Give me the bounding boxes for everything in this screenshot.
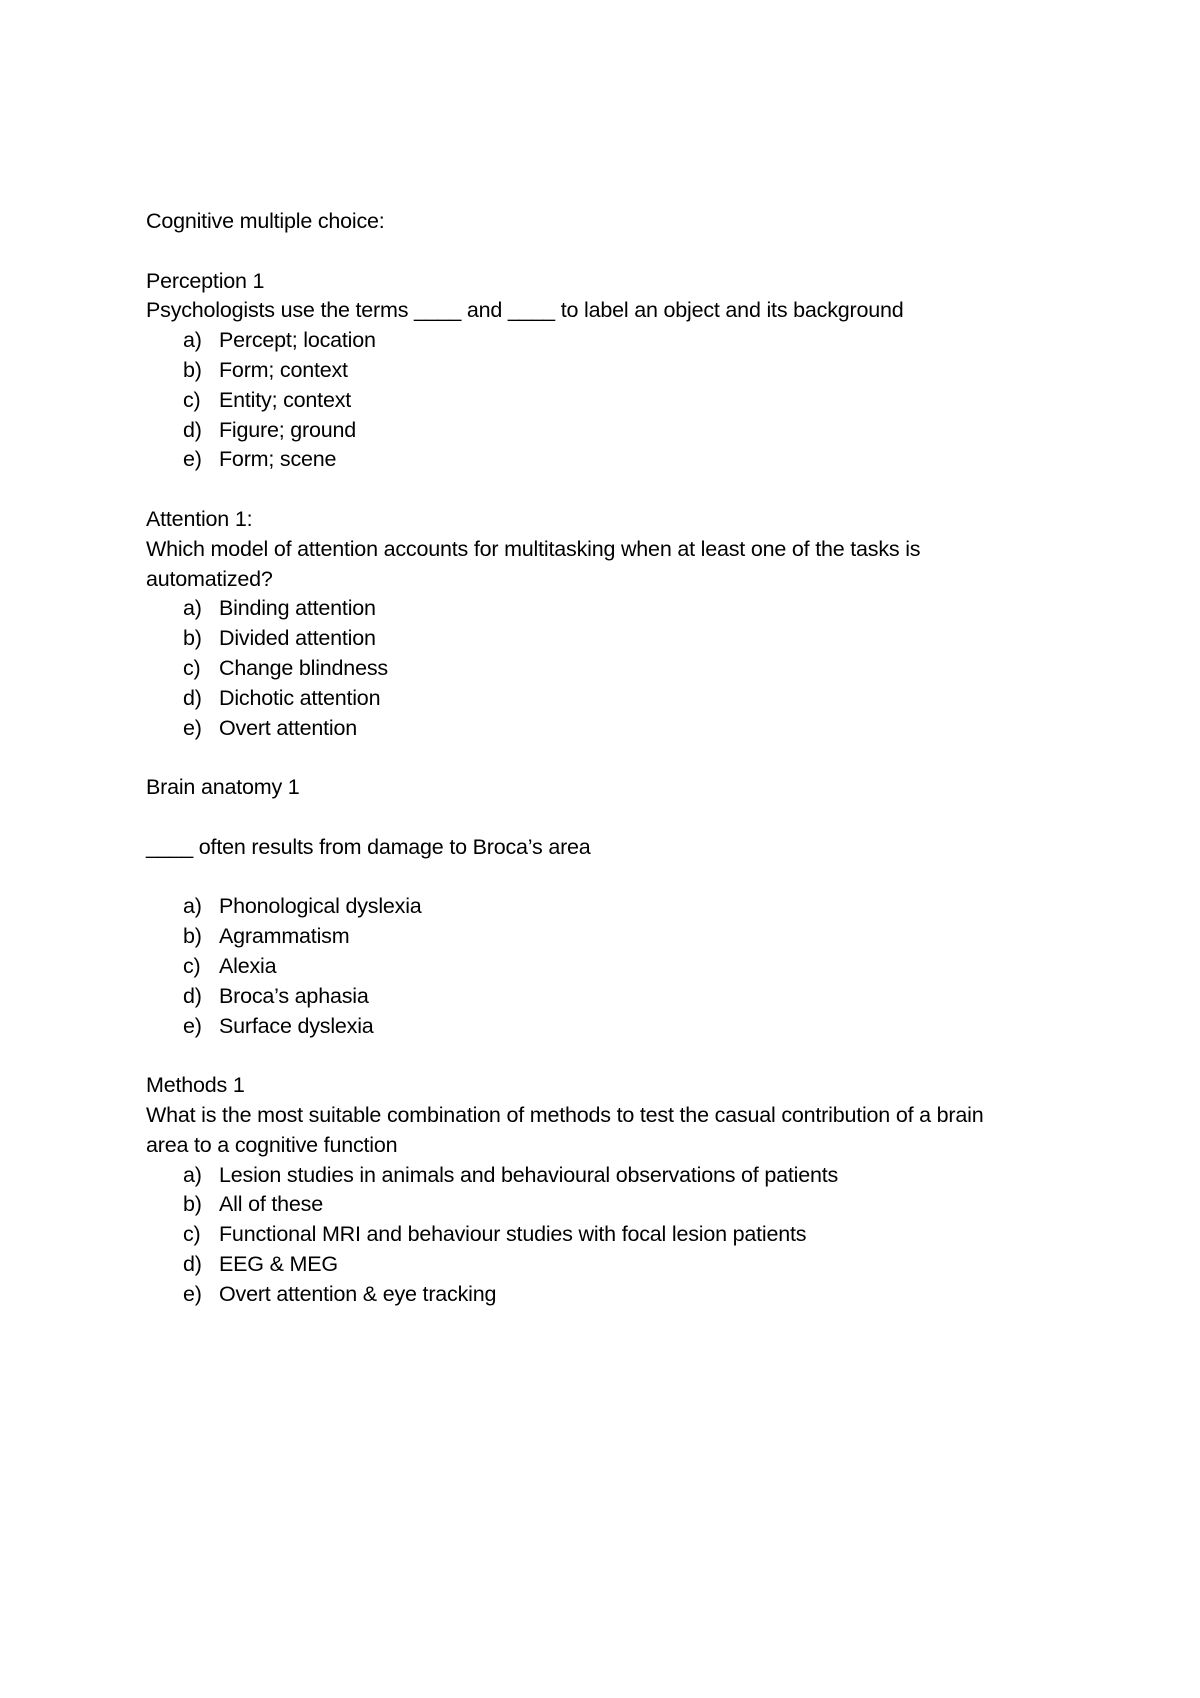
option-text: Divided attention [219,626,376,651]
spacer [146,237,1086,267]
option-text: Binding attention [219,596,376,621]
question-text-line-2: area to a cognitive function [146,1132,398,1157]
answer-option [146,624,1086,654]
answer-option [146,416,1086,446]
option-letter: d) [183,983,202,1008]
question-text: ____ often results from damage to Broca’s area [146,834,591,859]
document-page [146,207,1086,1309]
answer-option [146,1012,1086,1042]
option-letter: d) [183,685,202,710]
option-text: Form; context [219,357,348,382]
option-text: Form; scene [219,447,337,472]
answer-option [146,952,1086,982]
answer-option [146,445,1086,475]
answer-option [146,684,1086,714]
section-heading: Perception 1 [146,268,265,293]
option-text: EEG & MEG [219,1251,338,1276]
option-text: Dichotic attention [219,685,381,710]
option-letter: e) [183,1281,202,1306]
spacer [146,1041,1086,1071]
option-letter: b) [183,1192,202,1217]
option-text: Change blindness [219,655,388,680]
section-heading: Brain anatomy 1 [146,775,300,800]
answer-option [146,922,1086,952]
answer-option [146,386,1086,416]
answer-options [146,892,1086,1041]
option-letter: b) [183,357,202,382]
option-letter: b) [183,924,202,949]
answer-option [146,356,1086,386]
option-text: Entity; context [219,387,352,412]
option-letter: e) [183,1013,202,1038]
option-letter: c) [183,655,201,680]
option-letter: c) [183,953,201,978]
answer-options [146,326,1086,475]
option-letter: d) [183,1251,202,1276]
spacer [146,743,1086,773]
question-text-line-2: automatized? [146,566,273,591]
answer-option [146,1220,1086,1250]
spacer [146,803,1086,833]
option-letter: e) [183,447,202,472]
question-text-line-1: Which model of attention accounts for multitasking when at least one of the tasks is [146,536,921,561]
spacer [146,475,1086,505]
answer-options [146,594,1086,743]
option-text: Lesion studies in animals and behavioural observations of patients [219,1162,839,1187]
option-text: Overt attention [219,715,358,740]
option-text: Agrammatism [219,924,350,949]
answer-option [146,1161,1086,1191]
option-letter: a) [183,1162,202,1187]
document-title: Cognitive multiple choice: [146,209,385,233]
answer-option [146,714,1086,744]
answer-option [146,1250,1086,1280]
option-letter: a) [183,894,202,919]
answer-option [146,1280,1086,1310]
option-text: Alexia [219,953,277,978]
answer-option [146,982,1086,1012]
question-methods-1 [146,1071,1086,1309]
answer-option [146,326,1086,356]
answer-option [146,1190,1086,1220]
option-letter: e) [183,715,202,740]
spacer [146,863,1086,893]
answer-option [146,594,1086,624]
option-text: Figure; ground [219,417,357,442]
answer-option [146,654,1086,684]
option-text: Surface dyslexia [219,1013,374,1038]
question-brain-anatomy-1 [146,773,1086,1041]
question-text: Psychologists use the terms ____ and ____ to label an object and its background [146,298,904,323]
option-text: Overt attention & eye tracking [219,1281,497,1306]
option-letter: c) [183,1222,201,1247]
answer-option [146,892,1086,922]
option-text: Phonological dyslexia [219,894,422,919]
option-letter: b) [183,626,202,651]
option-letter: a) [183,596,202,621]
option-text: All of these [219,1192,323,1217]
question-text-line-1: What is the most suitable combination of methods to test the casual contribution of a brain [146,1102,984,1127]
section-heading: Methods 1 [146,1073,245,1098]
option-text: Percept; location [219,328,376,353]
option-letter: d) [183,417,202,442]
option-text: Functional MRI and behaviour studies with focal lesion patients [219,1222,807,1247]
question-perception-1 [146,267,1086,476]
answer-options [146,1161,1086,1310]
section-heading: Attention 1: [146,506,253,531]
option-letter: a) [183,328,202,353]
option-text: Broca’s aphasia [219,983,369,1008]
question-attention-1 [146,505,1086,743]
option-letter: c) [183,387,201,412]
